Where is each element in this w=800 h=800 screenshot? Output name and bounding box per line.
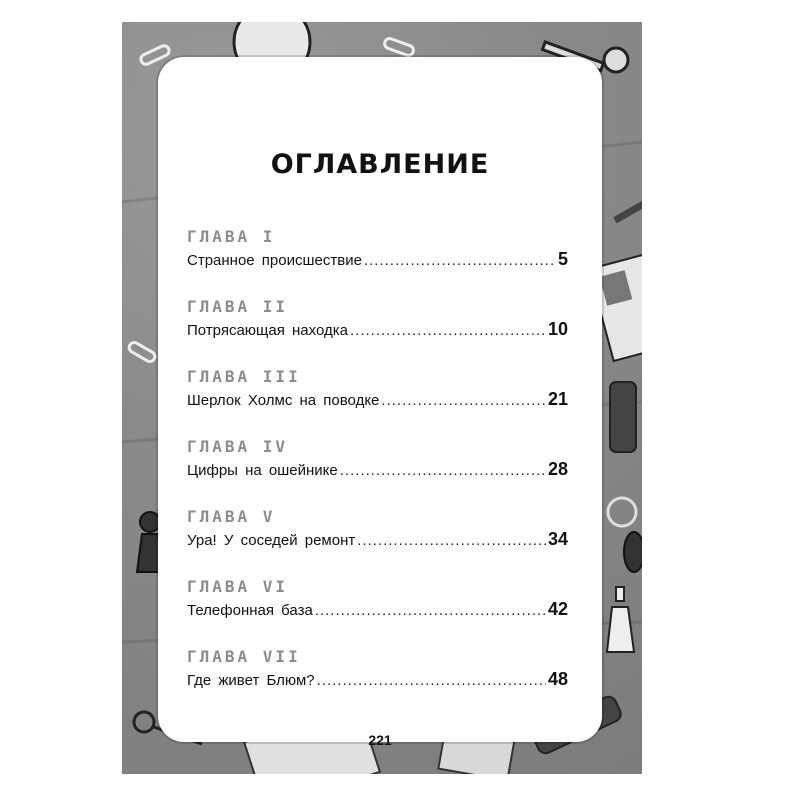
toc-entry[interactable]: [187, 319, 568, 340]
toc-entry[interactable]: [187, 459, 568, 480]
toc-entry[interactable]: [187, 669, 568, 690]
chapter-label: ГЛАВА VI: [187, 577, 289, 596]
page-number: 10: [547, 319, 568, 339]
page-number: 42: [547, 599, 568, 619]
dot-leader: [364, 252, 556, 269]
chapter-title: Потрясающая находка: [187, 322, 348, 339]
page-number: 28: [547, 459, 568, 479]
table-of-contents-card: [158, 57, 602, 748]
chapter-title: Ура! У соседей ремонт: [187, 532, 356, 549]
page-number: 21: [547, 389, 568, 409]
page-number: 48: [547, 669, 568, 689]
chapter-title: Странное происшествие: [187, 252, 362, 269]
page-number: 5: [557, 249, 568, 269]
chapter-label: ГЛАВА IV: [187, 437, 289, 456]
chapter-label: ГЛАВА VII: [187, 647, 301, 666]
page-number: 34: [547, 529, 568, 549]
dot-leader: [357, 532, 546, 549]
chapter-title: Телефонная база: [187, 602, 313, 619]
chess-king-icon: [607, 587, 634, 652]
pencil-icon: [613, 197, 642, 223]
dot-leader: [317, 672, 546, 689]
chapter-label: ГЛАВА II: [187, 297, 289, 316]
toc-entry[interactable]: [187, 529, 568, 550]
dot-leader: [315, 602, 546, 619]
toc-entry[interactable]: [187, 599, 568, 620]
toc-entry[interactable]: [187, 389, 568, 410]
page-folio: 221: [368, 732, 392, 748]
dot-leader: [340, 462, 546, 479]
toc-entry[interactable]: [187, 249, 568, 270]
page-title: ОГЛАВЛЕНИЕ: [270, 149, 490, 180]
keyring-icon: [608, 498, 642, 572]
chapter-label: ГЛАВА III: [187, 367, 301, 386]
chapter-title: Цифры на ошейнике: [187, 462, 338, 479]
chapter-label: ГЛАВА V: [187, 507, 276, 526]
chapter-title: Где живет Блюм?: [187, 672, 315, 689]
chapter-label: ГЛАВА I: [187, 227, 276, 246]
dot-leader: [350, 322, 546, 339]
dot-leader: [381, 392, 546, 409]
chapter-title: Шерлок Холмс на поводке: [187, 392, 380, 409]
